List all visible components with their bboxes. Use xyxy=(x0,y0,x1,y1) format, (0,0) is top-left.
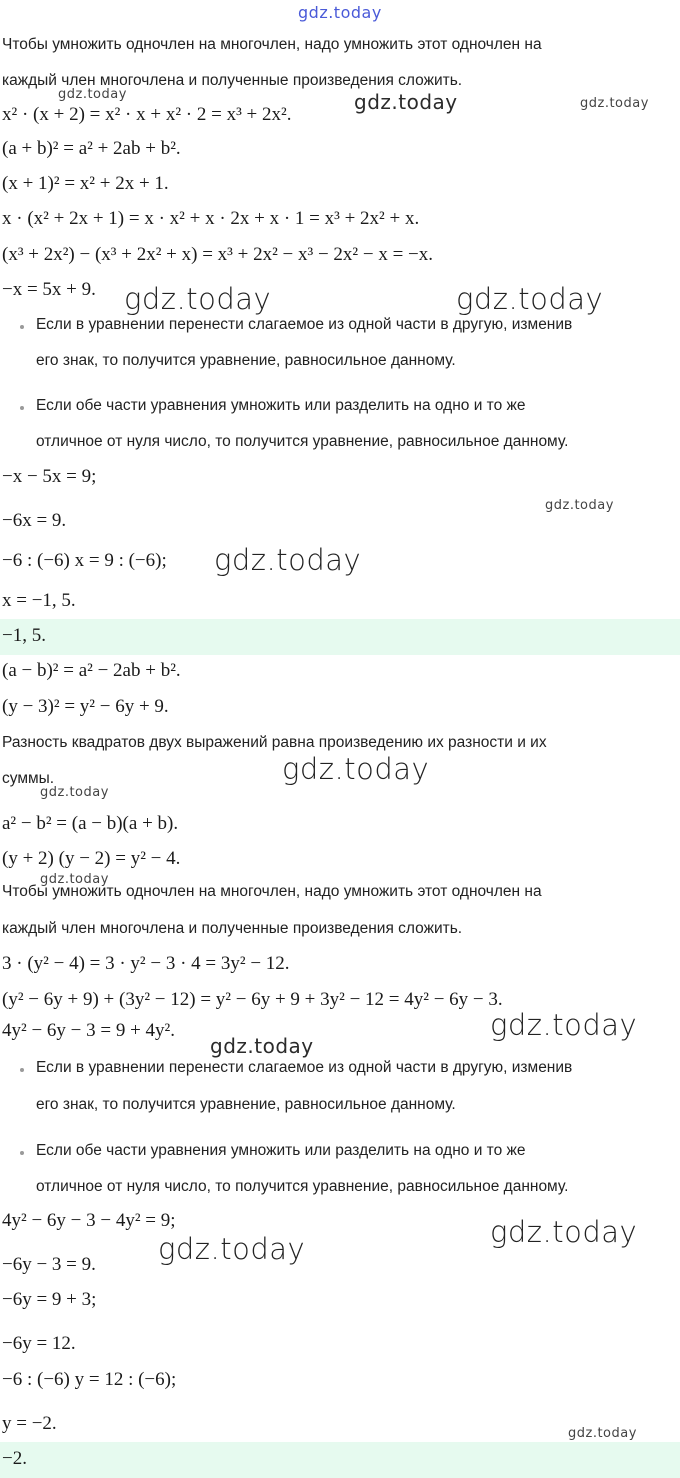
bullet-icon xyxy=(20,406,24,410)
formula: (y + 2) (y − 2) = y² − 4. xyxy=(2,848,181,869)
formula: y = −2. xyxy=(2,1413,57,1434)
bullet-icon xyxy=(20,1151,24,1155)
rule-text: его знак, то получится уравнение, равносильное данному. xyxy=(36,352,456,369)
formula: a² − b² = (a − b)(a + b). xyxy=(2,813,179,834)
watermark: gdz.today xyxy=(298,3,382,22)
formula: (x + 1)² = x² + 2x + 1. xyxy=(2,173,169,194)
watermark: gdz.today xyxy=(456,282,604,316)
rule-text: Разность квадратов двух выражений равна произведению их разности и их xyxy=(2,734,547,751)
watermark: gdz.today xyxy=(580,96,649,111)
formula: x = −1, 5. xyxy=(2,590,76,611)
watermark: gdz.today xyxy=(40,872,109,887)
formula: (a − b)² = a² − 2ab + b². xyxy=(2,660,181,681)
formula: −x = 5x + 9. xyxy=(2,279,96,300)
rule-text: отличное от нуля число, то получится уравнение, равносильное данному. xyxy=(36,1178,569,1195)
bullet-icon xyxy=(20,325,24,329)
formula: x² · (x + 2) = x² · x + x² · 2 = x³ + 2x². xyxy=(2,104,292,125)
rule-text: Если обе части уравнения умножить или разделить на одно и то же xyxy=(36,397,526,414)
watermark: gdz.today xyxy=(282,752,430,786)
watermark: gdz.today xyxy=(210,1034,314,1058)
formula: x · (x² + 2x + 1) = x · x² + x · 2x + x · 1 = x³ + 2x² + x. xyxy=(2,208,420,229)
formula: (y − 3)² = y² − 6y + 9. xyxy=(2,696,169,717)
rule-text: каждый член многочлена и полученные произведения сложить. xyxy=(2,72,463,89)
formula: 4y² − 6y − 3 − 4y² = 9; xyxy=(2,1210,176,1231)
formula: −6x = 9. xyxy=(2,510,67,531)
formula: (y² − 6y + 9) + (3y² − 12) = y² − 6y + 9 + 3y² − 12 = 4y² − 6y − 3. xyxy=(2,989,503,1010)
rule-text: его знак, то получится уравнение, равносильное данному. xyxy=(36,1096,456,1113)
rule-text: Чтобы умножить одночлен на многочлен, надо умножить этот одночлен на xyxy=(2,883,542,900)
bullet-icon xyxy=(20,1068,24,1072)
rule-text: Если обе части уравнения умножить или разделить на одно и то же xyxy=(36,1142,526,1159)
formula: −6 : (−6) y = 12 : (−6); xyxy=(2,1369,177,1390)
watermark: gdz.today xyxy=(124,282,272,316)
formula: −6y = 9 + 3; xyxy=(2,1289,97,1310)
formula: 4y² − 6y − 3 = 9 + 4y². xyxy=(2,1020,176,1041)
watermark: gdz.today xyxy=(354,90,458,114)
watermark: gdz.today xyxy=(214,543,362,577)
formula: −x − 5x = 9; xyxy=(2,466,97,487)
formula: (x³ + 2x²) − (x³ + 2x² + x) = x³ + 2x² − x³ − 2x² − x = −x. xyxy=(2,244,433,265)
formula: −6y − 3 = 9. xyxy=(2,1254,96,1275)
watermark: gdz.today xyxy=(490,1008,638,1042)
formula: −6y = 12. xyxy=(2,1333,76,1354)
watermark: gdz.today xyxy=(568,1426,637,1441)
answer-value: −1, 5. xyxy=(2,625,46,646)
rule-text: суммы. xyxy=(2,770,55,787)
answer-box xyxy=(0,619,680,655)
answer-value: −2. xyxy=(2,1448,27,1469)
answer-box xyxy=(0,1442,680,1478)
watermark: gdz.today xyxy=(490,1215,638,1249)
formula: −6 : (−6) x = 9 : (−6); xyxy=(2,550,167,571)
formula: (a + b)² = a² + 2ab + b². xyxy=(2,138,181,159)
watermark: gdz.today xyxy=(158,1232,306,1266)
formula: 3 · (y² − 4) = 3 · y² − 3 · 4 = 3y² − 12. xyxy=(2,953,290,974)
rule-text: каждый член многочлена и полученные произведения сложить. xyxy=(2,920,463,937)
watermark: gdz.today xyxy=(545,498,614,513)
rule-text: Чтобы умножить одночлен на многочлен, надо умножить этот одночлен на xyxy=(2,36,542,53)
rule-text: Если в уравнении перенести слагаемое из одной части в другую, изменив xyxy=(36,316,573,333)
rule-text: Если в уравнении перенести слагаемое из одной части в другую, изменив xyxy=(36,1059,573,1076)
watermark: gdz.today xyxy=(40,785,109,800)
watermark: gdz.today xyxy=(58,87,127,102)
rule-text: отличное от нуля число, то получится уравнение, равносильное данному. xyxy=(36,433,569,450)
